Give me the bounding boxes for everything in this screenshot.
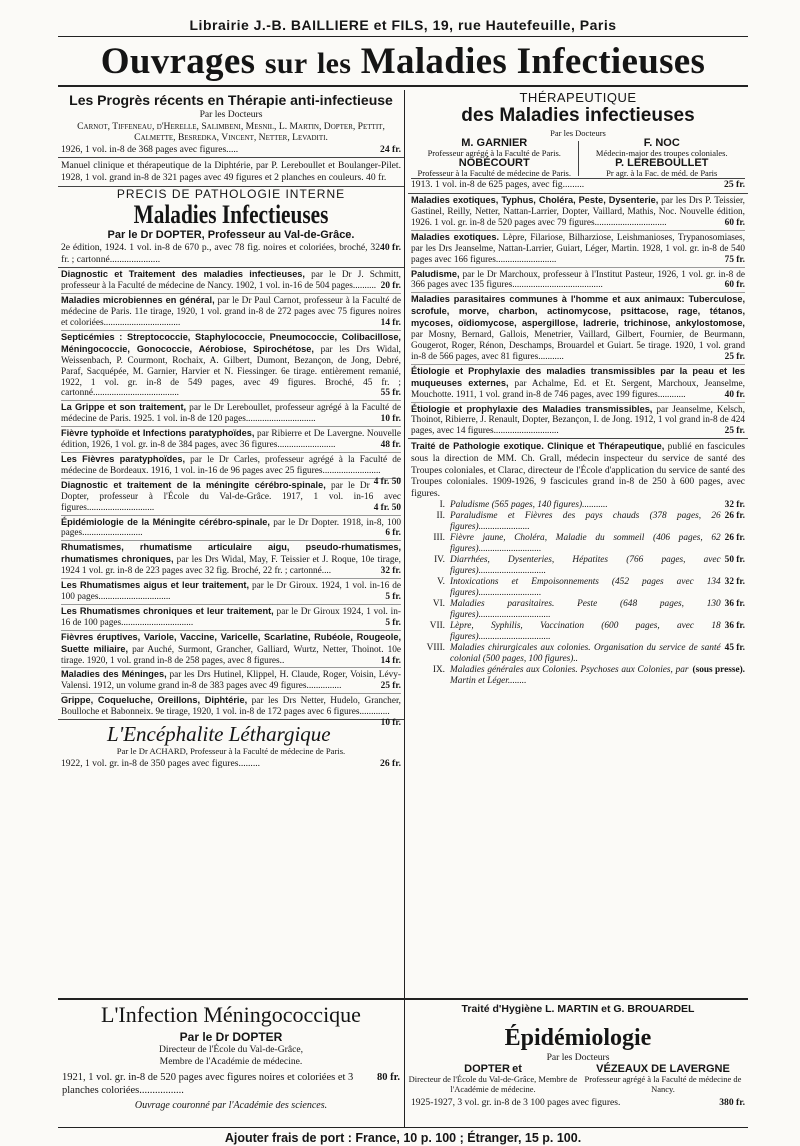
encephalite-block [58, 720, 404, 771]
meningococcique-award: Ouvrage couronné par l'Académie des sciences. [134, 1100, 328, 1111]
volume-price: 50 fr. [724, 554, 745, 565]
entry-price: 4 fr. 50 [373, 476, 401, 487]
entry-price: 5 fr. [385, 591, 401, 602]
entry-text: par Auché, Surmont, Grancher, Galliard, Wurtz, Netter, Thoinot. 10e tirage. 1920, 1 vol. grand in-8 de 258 pages, avec 8 figures.. [61, 644, 401, 666]
shipping-footer: Ajouter frais de port : France, 10 p. 100 ; Étranger, 15 p. 100. [58, 1127, 748, 1145]
encephalite-price-line [61, 758, 401, 770]
catalog-entry [61, 668, 401, 694]
epidemiologie-price: 380 fr. [719, 1097, 745, 1109]
catalog-entry [411, 403, 745, 439]
precis-price: 40 fr. [380, 242, 401, 254]
entry-title: Paludisme, [411, 268, 460, 279]
right-column [408, 90, 748, 1060]
volume-number: VIII. [426, 642, 445, 653]
main-title [58, 40, 748, 87]
entry-title: Septicémies : Streptococcie, Staphylococcie, Pneumococcie, Colibacillose, Méningococcie, Gonococcie, Aérobiose, Spirochétose, [61, 331, 401, 354]
entry-title: La Grippe et son traitement, [61, 402, 187, 413]
volume-row [411, 621, 745, 643]
left-column [58, 90, 405, 1060]
precis-price-line [61, 242, 401, 265]
meningococcique-desc: 1921, 1 vol. gr. in-8 de 520 pages avec figures noires et coloriées et 3 planches coloriées................. [62, 1072, 354, 1096]
progres-block [58, 90, 404, 158]
author-role: Professeur agrégé à la Faculté de Paris. [427, 148, 561, 158]
volume-row [411, 500, 745, 511]
entry-price: 60 fr. [724, 217, 745, 228]
volume-number: IV. [434, 554, 445, 565]
author-cell [408, 1065, 578, 1094]
volume-price: (sous presse). [692, 664, 745, 675]
catalog-entry [61, 631, 401, 669]
volume-title: Diarrhées, Dysenteries, Hépatites (766 pages, avec figures)............................. [450, 554, 721, 576]
volume-row [411, 511, 745, 533]
volume-title: Paraludisme et Fièvres des pays chauds (378 pages, 26 figures)...................... [450, 510, 721, 532]
volume-price: 32 fr. [724, 499, 745, 510]
entry-title: Diagnostic et Traitement des maladies infectieuses, [61, 269, 305, 280]
entry-text: par le Dr Marchoux, professeur à l'Institut Pasteur, 1926, 1 vol. gr. in-8 de 366 pages avec 135 figures....................................... [411, 269, 746, 291]
entry-text: par les Drs Widal, May, F. Teissier et J. Roque, 10e tirage, 1924 1 vol. gr. in-8 de 223 pages avec 32 fig. Broché, 22 fr. ; cartonné.... [61, 555, 402, 577]
traite-desc [411, 441, 745, 500]
entry-title: Fièvre typhoïde et Infections paratyphoïdes, [61, 428, 255, 439]
therapeutique-desc: 1913. 1 vol. in-8 de 625 pages, avec fig......... [411, 179, 585, 191]
author-name: P. LEREBOULLET [615, 156, 709, 169]
progres-authors: Carnot, Tiffeneau, d'Herelle, Salimbeni, Mesnil, L. Martin, Dopter, Pettit, Calmette, Besredka, Vincent, Netter, Levaditi. [77, 120, 385, 143]
entry-text: par les Drs Hutinel, Klippel, H. Claude, Roger, Voisin, Lévy-Valensi. 1912, un volume grand in-8 de 383 pages avec 49 figures............... [61, 670, 401, 692]
therapeutique-price-line [411, 178, 745, 191]
meningococcique-title: L'Infection Méningococcique [101, 1002, 361, 1027]
catalog-page [58, 14, 748, 1145]
traite-text: publié en fascicules sous la direction de MM. Ch. Grall, médecin inspecteur du service de santé des Troupes coloniales, et Clarac, directeur de l'École d'application du service de santé des Troupes coloniales. 1909-1926, 9 fascicules grand in-8 de 250 à 600 pages, avec figures. [411, 441, 746, 500]
entry-price: 75 fr. [724, 254, 745, 265]
volume-number: I. [439, 499, 445, 510]
right-entries [408, 194, 748, 439]
meningococcique-role: Membre de l'Académie de médecine. [159, 1055, 303, 1067]
entry-title: Étiologie et Prophylaxie des maladies transmissibles par la peau et les muqueuses externes, [411, 365, 745, 388]
entry-price: 40 fr. [724, 389, 745, 400]
meningococcique-price: 80 fr. [377, 1072, 400, 1083]
volume-title: Maladies chirurgicales aux colonies. Organisation du service de santé colonial (500 pages, 100 figures).. [450, 642, 721, 664]
entry-price: 60 fr. [724, 280, 745, 291]
therapeutique-small: THÉRAPEUTIQUE [519, 90, 637, 105]
author-name: NOBÉCOURT [458, 156, 530, 169]
author-role: Pr agr. à la Fac. de méd. de Paris [606, 167, 718, 178]
entry-title: Maladies microbiennes en général, [61, 295, 215, 306]
precis-block [58, 187, 404, 269]
author-cell [579, 139, 746, 178]
entry-title: Maladies des Méninges, [61, 669, 167, 680]
entry-price: 55 fr. [380, 388, 401, 399]
entry-text: par Achalme, Ed. et Et. Sergent, Marchoux, Jeanselme, Mouchotte. 1911, 1 vol. grand in-8 de 746 pages, avec 199 figures............ [411, 378, 745, 400]
entry-text: par le Dr Dopter, professeur à l'École du Val-de-Grâce. 1917, 1 vol. in-16 avec figures............................. [61, 480, 401, 513]
precis-author: Par le Dr DOPTER, Professeur au Val-de-Grâce. [107, 229, 355, 242]
volume-title: Maladies générales aux Colonies. Psychoses aux Colonies, par Martin et Léger........ [450, 664, 689, 686]
meningococcique-role: Directeur de l'École du Val-de-Grâce, [158, 1044, 304, 1055]
manuel-block: Manuel clinique et thérapeutique de la Diphtérie, par P. Lereboullet et Boulanger-Pilet. 1928, 1 vol. grand in-8 de 321 pages avec 49 figures et 2 planches en couleurs. 40 fr. [58, 158, 404, 186]
catalog-entry [61, 605, 401, 631]
traite-title: Traité de Pathologie exotique. Clinique et Thérapeutique, [411, 441, 665, 452]
catalog-entry [61, 331, 401, 401]
entry-price: 48 fr. [380, 440, 401, 451]
author-cell [411, 139, 578, 178]
traite-volume-list [411, 500, 745, 687]
entry-title: Les Rhumatismes aigus et leur traitement, [61, 580, 250, 591]
volume-number: VI. [432, 598, 445, 609]
author-cell [578, 1065, 748, 1094]
meningococcique-block [58, 1000, 405, 1128]
bottom-row [58, 998, 748, 1128]
entry-text: par le Dr J. Schmitt, professeur à la Faculté de médecine de Nancy. 1902, 1 vol. in-16 de 504 pages.......... [61, 270, 401, 292]
entry-price: 5 fr. [385, 617, 401, 628]
encephalite-price: 26 fr. [380, 757, 401, 769]
entry-text: par le Dr Paul Carnot, professeur à la Faculté de médecine de Paris. 11e tirage, 1920, 1 vol. grand in-8 de 272 pages avec 75 figures noires et coloriées................................. [61, 296, 401, 329]
catalog-entry [61, 476, 401, 516]
author-role: Directeur de l'École du Val-de-Grâce, Membre de l'Académie de médecine. [408, 1073, 578, 1094]
catalog-entry [61, 579, 401, 605]
volume-price: 45 fr. [724, 642, 745, 653]
therapeutique-block [408, 90, 748, 194]
entry-price: 20 fr. [380, 281, 401, 292]
volume-row [411, 599, 745, 621]
entry-title: Fièvres éruptives, Variole, Vaccine, Varicelle, Scarlatine, Rubéole, Rougeole, Suette miliaire, [61, 631, 401, 654]
catalog-entry [61, 294, 401, 331]
entry-text: par les Drs P. Teissier, Gastinel, Reilly, Netter, Nattan-Larrier, Dopter, Vaillard, Mathis, Noc. Nouvelle édition, 1926. 1 vol. gr. in-8 de 520 pages avec 79 figures............................... [411, 196, 745, 228]
volume-title: Intoxications et Empoisonnements (452 pages avec 134 figures)........................... [450, 576, 721, 598]
volume-row [411, 533, 745, 555]
entry-text: par les Drs Widal, Weissenbach, P. Courmont, Rochaix, A. Gilbert, Dumont, Bezançon, de Jong, Debré, Paraf, Sacquépée, M. Garnier, Harvier et N. Fiessinger. 6e tirage. entièrement remanié, 1922, 1 vol. gr. in-8 de 549 pages, avec 49 figures. Broché, 45 fr. ; cartonné..................................... [61, 344, 401, 399]
volume-number: II. [436, 510, 445, 521]
progres-desc: 1926, 1 vol. in-8 de 368 pages avec figures..... [61, 143, 239, 155]
left-entry-list [61, 268, 402, 729]
entry-text: par Jeanselme, Kelsch, Thoinot, Ribierre, J. Renault, Dopter, Bezançon, I. de Jong. 1912, 1 vol grand in-8 de 424 pages, avec 14 figures............................ [411, 404, 745, 437]
epidemiologie-series: Traité d'Hygiène L. MARTIN et G. BROUARDEL [461, 1003, 695, 1015]
epidemiologie-by: Par les Docteurs [546, 1051, 610, 1063]
entry-title: Maladies parasitaires communes à l'homme et aux animaux: Tuberculose, scrofule, morve, charbon, actinomycose, psittacose, rage, tétanos, mycoses, oïdiomycose, aspergillose, ladrerie, trichinose, ankylostomose, [411, 294, 745, 329]
right-entry-list [411, 194, 745, 438]
author-name: DOPTER [464, 1063, 510, 1075]
author-role: Professeur agrégé à la Faculté de médecine de Nancy. [584, 1073, 742, 1094]
progres-title: Les Progrès récents en Thérapie anti-infectieuse [69, 92, 393, 108]
progres-price-line [61, 144, 401, 156]
epidemiologie-block [408, 1000, 748, 1128]
volume-price: 26 fr. [724, 510, 745, 521]
author-role: Professeur à la Faculté de médecine de Paris. [417, 167, 571, 178]
title-word: les [317, 47, 352, 80]
meningococcique-author: Par le Dr DOPTER [179, 1030, 283, 1044]
entry-title: Diagnostic et traitement de la méningite cérébro-spinale, [61, 479, 326, 490]
entry-title: Étiologie et prophylaxie des Maladies transmissibles, [411, 403, 653, 414]
entry-title: Maladies exotiques. [411, 231, 500, 242]
entry-price: 25 fr. [724, 426, 745, 437]
entry-text: par Mosny, Bernard, Gallois, Menetrier, Vaillard, Gilbert, Fournier, de Beurmann, Gougerot, Roger, Rénon, Deschamps, Brouardel et Guiart. 5e tirage. 1920, 1 vol. grand in-8 de 566 pages, avec 81 figures........... [411, 330, 745, 362]
entry-price: 14 fr. [380, 655, 401, 666]
volume-title: Lèpre, Syphilis, Vaccination (600 pages, avec 18 figures)............................... [450, 620, 721, 642]
entry-price: 6 fr. [385, 528, 401, 539]
entry-text: par les Drs Netter, Hudelo, Grancher, Boulloche et Babonneix. 9e tirage, 1920, 1 vol. in-8 de 172 pages avec 6 figures............. [61, 696, 402, 718]
catalog-entry [411, 231, 745, 268]
entry-price: 10 fr. [380, 414, 401, 425]
title-word: Ouvrages [100, 41, 256, 82]
volume-title: Maladies parasitaires. Peste (648 pages, 130 figures)............................... [450, 598, 721, 620]
volume-number: VII. [429, 620, 445, 631]
therapeutique-price: 25 fr. [724, 179, 745, 191]
entry-price: 14 fr. [380, 318, 401, 329]
encephalite-title: L'Encéphalite Léthargique [107, 722, 331, 747]
volume-price: 32 fr. [724, 576, 745, 587]
entry-text: par le Dr Giroux 1924, 1 vol. in-16 de 100 pages............................... [61, 606, 401, 628]
catalog-entry [411, 293, 745, 364]
entry-title: Rhumatismes, rhumatisme articulaire aigu, pseudo-rhumatismes, rhumatismes chroniques, [61, 542, 401, 565]
encephalite-author: Par le Dr ACHARD, Professeur à la Faculté de médecine de Paris. [116, 746, 346, 757]
epidemiologie-authors [408, 1065, 748, 1094]
traite-block [408, 439, 748, 689]
epidemiologie-title: Épidémiologie [504, 1024, 652, 1051]
catalog-entry [61, 427, 401, 453]
entry-text: par le Dr Carles, professeur agrégé à la Faculté de médecine de Bordeaux. 1916, 1 vol. in-16 de 96 pages avec 25 figures......................... [61, 455, 401, 476]
progres-by: Par les Docteurs [199, 109, 263, 120]
entry-text: par le Dr Giroux. 1924, 1 vol. in-16 de 100 pages............................... [61, 581, 401, 602]
title-word: Maladies [360, 41, 508, 82]
catalog-entry [411, 268, 745, 294]
author-and: et [512, 1063, 522, 1075]
author-name: M. GARNIER [461, 137, 528, 150]
catalog-entry [61, 694, 402, 729]
entry-title: Grippe, Coqueluche, Oreillons, Diphtérie, [61, 695, 248, 706]
volume-number: IX. [432, 664, 445, 675]
volume-row [411, 555, 745, 577]
precis-top: PRECIS DE PATHOLOGIE INTERNE [116, 186, 346, 201]
epidemiologie-price-line [408, 1094, 748, 1108]
volume-title: Fièvre jaune, Choléra, Maladie du sommeil (406 pages, 62 figures)........................... [450, 532, 721, 554]
entry-title: Les Fièvres paratyphoïdes, [61, 454, 186, 465]
catalog-entry [61, 541, 401, 579]
entry-title: Les Rhumatismes chroniques et leur traitement, [61, 605, 274, 616]
progres-price: 24 fr. [380, 143, 401, 155]
therapeutique-authors [411, 139, 745, 178]
volume-row [411, 643, 745, 665]
entry-price: 25 fr. [380, 681, 401, 692]
entry-price: 4 fr. 50 [373, 502, 401, 513]
catalog-entry [411, 194, 745, 231]
volume-price: 36 fr. [724, 598, 745, 609]
left-entries [58, 268, 404, 729]
meningococcique-price-line [58, 1067, 404, 1097]
catalog-entry [61, 516, 401, 542]
catalog-entry [61, 268, 401, 294]
author-role: Médecin-major des troupes coloniales. [595, 148, 728, 158]
title-word: sur [264, 47, 308, 80]
catalog-entry [411, 365, 745, 403]
entry-price: 25 fr. [724, 351, 745, 362]
therapeutique-by: Par les Docteurs [550, 127, 606, 138]
volume-title: Paludisme (565 pages, 140 figures)........... [450, 499, 608, 510]
volume-number: V. [437, 576, 445, 587]
publisher-header: Librairie J.-B. BAILLIERE et FILS, 19, rue Hautefeuille, Paris [58, 14, 748, 37]
title-word: Infectieuses [516, 41, 706, 82]
volume-number: III. [433, 532, 445, 543]
catalog-entry [61, 401, 401, 427]
entry-price: 10 fr. [380, 718, 401, 729]
volume-price: 36 fr. [724, 620, 745, 631]
entry-text: par Ribierre et De Lavergne. Nouvelle édition, 1926, 1 vol. gr. in-8 de 384 pages, avec 36 figures......................... [61, 429, 401, 451]
entry-text: par le Dr Dopter. 1918, in-8, 100 pages.......................... [61, 517, 401, 539]
precis-desc: 2e édition, 1924. 1 vol. in-8 de 670 p., avec 78 fig. noires et coloriées, broché, 32 fr. ; cartonné..................... [61, 242, 381, 265]
precis-title: Maladies Infectieuses [133, 200, 329, 230]
entry-price: 32 fr. [380, 566, 401, 577]
entry-title: Maladies exotiques, Typhus, Choléra, Peste, Dysenterie, [411, 195, 659, 206]
epidemiologie-desc: 1925-1927, 3 vol. gr. in-8 de 3 100 pages avec figures. [411, 1097, 621, 1109]
volume-price: 26 fr. [724, 532, 745, 543]
volume-row [411, 665, 745, 687]
volume-row [411, 577, 745, 599]
entry-text: par le Dr Lereboullet, professeur agrégé à la Faculté de médecine de Paris. 1925. 1 vol. in-8 de 120 pages.............................. [61, 403, 402, 425]
entry-text: Lèpre, Filariose, Bilharziose, Leishmanioses, Trypanosomiases, par les Drs Jeanselme, Nattan-Larrier, Guiart, Léger, Martin. 1928, 1 vol. gr. in-8 de 540 pages avec 166 figures.......................... [411, 232, 745, 265]
entry-title: Épidémiologie de la Méningite cérébro-spinale, [61, 516, 270, 527]
author-name: F. NOC [643, 137, 680, 150]
therapeutique-title: des Maladies infectieuses [461, 104, 695, 126]
author-name: VÉZEAUX DE LAVERGNE [596, 1063, 730, 1075]
encephalite-desc: 1922, 1 vol. gr. in-8 de 350 pages avec figures......... [61, 757, 261, 769]
